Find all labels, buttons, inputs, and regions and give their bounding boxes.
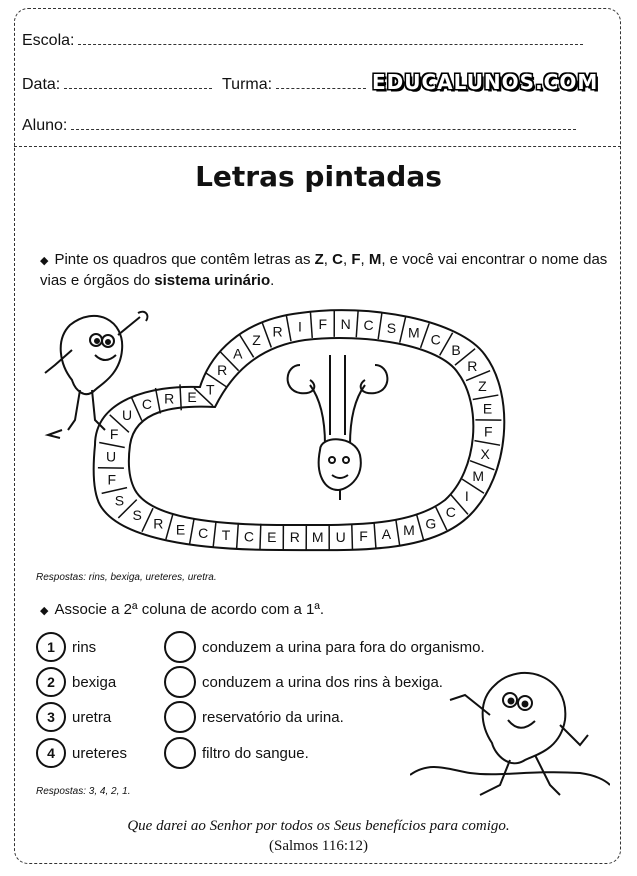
item-term: bexiga xyxy=(72,673,117,691)
track-cell-divider xyxy=(310,312,312,338)
letter-m: M xyxy=(368,251,382,268)
track-letter-cell[interactable]: N xyxy=(340,315,351,332)
track-cell-divider xyxy=(286,316,291,342)
track-letter-cell[interactable]: M xyxy=(311,529,324,546)
track-cell-divider xyxy=(99,442,125,447)
answer-circle[interactable] xyxy=(164,666,196,698)
track-letters xyxy=(98,311,501,550)
track-letter-cell[interactable]: Z xyxy=(478,378,487,395)
class-line[interactable] xyxy=(276,87,366,89)
instr-text-2: , e você vai encontrar o nome das vias e órgãos do xyxy=(40,251,608,289)
track-letter-cell[interactable]: F xyxy=(318,316,328,333)
instr-bold: sistema urinário xyxy=(154,272,271,289)
track-letter-cell[interactable]: X xyxy=(480,446,490,463)
track-cell-divider xyxy=(156,388,161,414)
track-cell-divider xyxy=(237,523,239,549)
track-letter-cell[interactable]: R xyxy=(217,362,228,379)
class-field xyxy=(222,76,366,94)
track-cell-divider xyxy=(166,514,173,539)
exercise2-answers: Respostas: 3, 4, 2, 1. xyxy=(36,786,131,797)
track-cell-divider xyxy=(352,524,353,550)
track-cell-divider xyxy=(396,520,400,546)
track-cell-divider xyxy=(142,508,153,532)
track-letter-cell[interactable]: R xyxy=(289,529,300,546)
school-line[interactable] xyxy=(78,43,583,45)
track-letter-cell[interactable]: A xyxy=(233,345,243,362)
track-letter-cell[interactable]: S xyxy=(386,319,397,336)
letter-c: C xyxy=(332,251,343,268)
track-letter-cell[interactable]: M xyxy=(403,522,415,539)
educalunos-logo: EDUCALUNOS.COM xyxy=(372,70,599,94)
track-letter-cell[interactable]: R xyxy=(153,515,164,532)
bullet-icon: ◆ xyxy=(40,605,49,617)
track-letter-cell[interactable]: I xyxy=(464,487,469,504)
item-term: uretra xyxy=(72,708,112,726)
track-cell-divider xyxy=(180,384,181,410)
answer-circle[interactable] xyxy=(164,701,196,733)
track-letter-cell[interactable]: G xyxy=(425,515,437,532)
answer-circle[interactable] xyxy=(164,631,196,663)
track-letter-cell[interactable]: B xyxy=(451,341,461,358)
track-letter-cell[interactable]: M xyxy=(407,324,420,341)
student-label: Aluno: xyxy=(22,117,68,134)
item-term: rins xyxy=(72,638,97,656)
header-divider xyxy=(14,146,621,147)
item-number: 1 xyxy=(36,632,66,662)
bible-reference: (Salmos 116:12) xyxy=(268,838,369,854)
letter-z: Z xyxy=(314,251,324,268)
track-cell-divider xyxy=(356,311,358,337)
track-letter-cell[interactable]: Z xyxy=(252,332,261,349)
item-description: filtro do sangue. xyxy=(202,744,309,762)
track-letter-cell[interactable]: M xyxy=(472,467,485,484)
item-term: ureteres xyxy=(72,744,128,762)
match-row xyxy=(36,737,309,769)
track-letter-cell[interactable]: U xyxy=(335,528,346,545)
exercise1-answers: Respostas: rins, bexiga, ureteres, uretra. xyxy=(36,572,217,583)
page-title: Letras pintadas xyxy=(195,160,442,193)
bullet-icon: ◆ xyxy=(40,255,49,267)
track-letter-cell[interactable]: S xyxy=(132,507,142,524)
exercise2-instruction-text: Associe a 2ª coluna de acordo com a 1ª. xyxy=(54,601,325,618)
track-letter-cell[interactable]: F xyxy=(484,423,493,440)
letter-f: F xyxy=(351,251,361,268)
exercise1-instruction: ◆ Pinte os quadros que contêm letras as Z, C, F, M, e você vai encontrar o nome das vias e órgãos do sistema urinário. xyxy=(40,251,608,289)
item-number: 3 xyxy=(36,702,66,732)
track-letter-cell[interactable]: F xyxy=(107,471,117,488)
track-letter-cell[interactable]: I xyxy=(298,318,302,335)
instr-end: . xyxy=(270,272,275,289)
match-row xyxy=(36,701,344,733)
track-cell-divider xyxy=(262,323,271,347)
track-letter-cell[interactable]: C xyxy=(198,524,209,541)
track-outer xyxy=(94,310,505,550)
track-cell-divider xyxy=(190,518,194,544)
kidney-mascot-right-icon xyxy=(410,655,610,815)
track-cell-divider xyxy=(421,323,430,348)
item-number: 2 xyxy=(36,667,66,697)
school-field xyxy=(22,32,583,50)
track-letter-cell[interactable]: U xyxy=(105,448,117,465)
track-cell-divider xyxy=(400,317,406,342)
item-description: conduzem a urina dos rins à bexiga. xyxy=(202,673,443,691)
track-letter-cell[interactable]: C xyxy=(363,317,374,334)
track-letter-cell[interactable]: E xyxy=(267,528,277,545)
track-letter-cell[interactable]: A xyxy=(381,526,392,543)
track-cell-divider xyxy=(260,524,261,550)
track-letter-cell[interactable]: F xyxy=(359,528,368,545)
student-field xyxy=(22,117,576,135)
match-row xyxy=(36,666,443,698)
track-letter-cell[interactable]: C xyxy=(141,396,153,413)
exercise2-instruction xyxy=(40,600,610,621)
track-letter-cell[interactable]: R xyxy=(272,323,283,340)
track-cell-divider xyxy=(374,522,376,548)
answer-circle[interactable] xyxy=(164,737,196,769)
school-label: Escola: xyxy=(22,32,75,49)
track-letter-cell[interactable]: U xyxy=(121,407,133,424)
track-letter-cell[interactable]: F xyxy=(109,425,119,442)
track-letter-cell[interactable]: R xyxy=(467,357,478,374)
date-label: Data: xyxy=(22,76,61,93)
track-letter-cell[interactable]: C xyxy=(243,528,254,545)
track-letter-cell[interactable]: C xyxy=(430,331,441,348)
urinary-system-icon xyxy=(288,355,388,500)
track-letter-cell[interactable]: C xyxy=(445,504,456,521)
letter-track-illustration xyxy=(0,295,637,595)
track-letter-cell[interactable]: E xyxy=(482,400,493,417)
track-cell-divider xyxy=(474,441,500,446)
date-field xyxy=(22,76,212,94)
track-cell-divider xyxy=(417,515,424,540)
student-line[interactable] xyxy=(71,128,576,130)
date-line[interactable] xyxy=(64,87,212,89)
track-letter-cell[interactable]: E xyxy=(187,388,197,405)
item-description: conduzem a urina para fora do organismo. xyxy=(202,638,485,656)
bible-quote: Que darei ao Senhor por todos os Seus benefícios para comigo. xyxy=(127,818,510,834)
track-cell-divider xyxy=(131,397,142,421)
track-inner xyxy=(129,338,474,525)
track-letter-cell[interactable]: R xyxy=(164,390,175,407)
track-letter-cell[interactable]: E xyxy=(175,521,186,538)
instr-text-1: Pinte os quadros que contêm letras as xyxy=(54,251,315,268)
track-cell-divider xyxy=(473,395,499,399)
track-letter-cell[interactable]: T xyxy=(221,527,231,544)
track-letter-cell[interactable]: T xyxy=(206,381,215,398)
track-cell-divider xyxy=(378,313,382,339)
class-label: Turma: xyxy=(222,76,273,93)
item-description: reservatório da urina. xyxy=(202,708,344,726)
item-number: 4 xyxy=(36,738,66,768)
track-cell-divider xyxy=(213,521,216,547)
track-letter-cell[interactable]: S xyxy=(114,492,125,509)
